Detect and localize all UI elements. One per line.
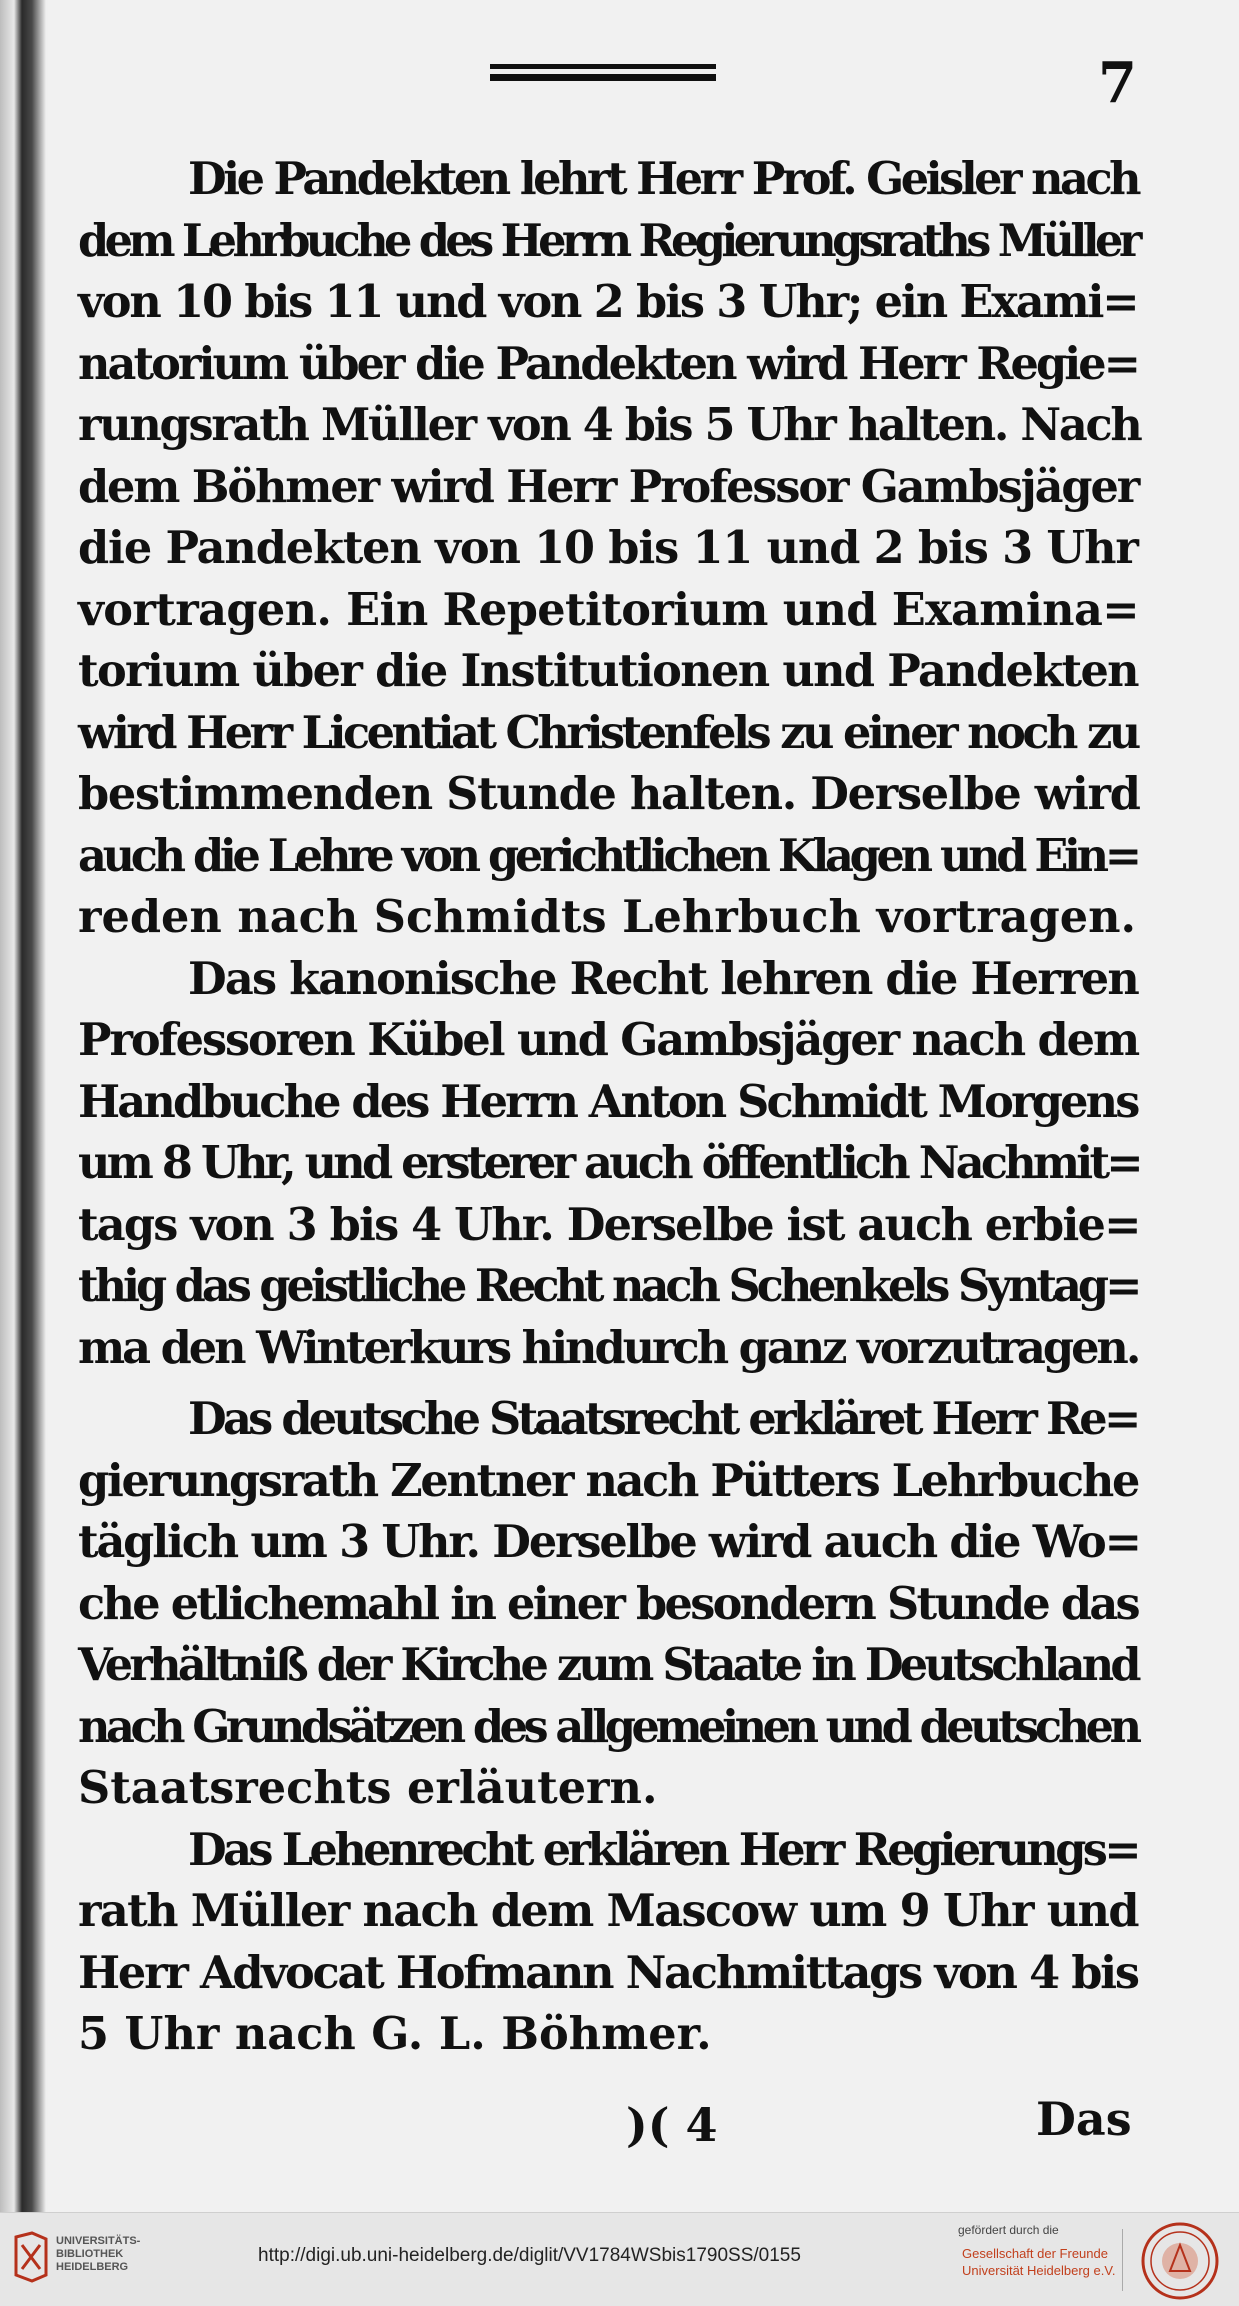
text-line: auch die Lehre von gerichtlichen Klagen und Ein= (78, 828, 1138, 882)
text-line: Professoren Kübel und Gambsjäger nach dem (78, 1013, 1139, 1066)
text-line: gierungsrath Zentner nach Pütters Lehrbuche (78, 1453, 1139, 1507)
body-text (78, 148, 1141, 2065)
text-line: um 8 Uhr, und ersterer auch öffentlich Nachmit= (78, 1136, 1140, 1189)
text-line: dem Lehrbuche des Herrn Regierungsraths Müller (78, 213, 1138, 267)
library-logo-text: UNIVERSITÄTS- BIBLIOTHEK HEIDELBERG (56, 2235, 141, 2273)
text-line: che etlichemahl in einer besondern Stunde das (78, 1576, 1138, 1630)
footer-divider (1122, 2229, 1123, 2291)
paragraph (78, 948, 1138, 1379)
header-rule (490, 64, 716, 92)
paragraph (78, 148, 1141, 948)
text-line: reden nach Schmidts Lehrbuch vortragen. (78, 890, 1137, 943)
text-line: Das deutsche Staatsrecht erkläret Herr Re= (188, 1392, 1138, 1445)
text-line: dem Böhmer wird Herr Professor Gambsjäger (78, 459, 1139, 513)
text-line: Das Lehenrecht erklären Herr Regierungs= (188, 1822, 1139, 1876)
text-line: vortragen. Ein Repetitorium und Examina= (78, 582, 1139, 636)
sponsor-name[interactable]: Gesellschaft der Freunde Universität Heidelberg e.V. (962, 2246, 1116, 2278)
binding-shadow (0, 0, 48, 2212)
text-line: bestimmenden Stunde halten. Derselbe wird (78, 767, 1140, 820)
university-seal-icon (1140, 2221, 1220, 2301)
paragraph-gap (78, 1378, 1138, 1388)
text-line: rungsrath Müller von 4 bis 5 Uhr halten. Nach (78, 398, 1141, 451)
text-line: Herr Advocat Hofmann Nachmittags von 4 bis (78, 1945, 1138, 1999)
text-line: Das kanonische Recht lehren die Herren (188, 951, 1139, 1005)
footer-bar (0, 2212, 1239, 2306)
text-line: nach Grundsätzen des allgemeinen und deutschen (78, 1699, 1138, 1753)
page-number: 7 (1098, 50, 1137, 116)
paragraph (78, 1388, 1138, 1819)
text-line: Verhältniß der Kirche zum Staate in Deutschland (78, 1638, 1138, 1691)
text-line: Die Pandekten lehrt Herr Prof. Geisler nach (188, 152, 1139, 205)
text-line: Handbuche des Herrn Anton Schmidt Morgens (78, 1074, 1138, 1128)
catchword: Das (1036, 2092, 1132, 2146)
text-line: 5 Uhr nach G. L. Böhmer. (78, 2007, 712, 2060)
text-line: natorium über die Pandekten wird Herr Regie= (78, 336, 1139, 390)
library-logo-icon (12, 2231, 50, 2283)
text-line: tags von 3 bis 4 Uhr. Derselbe ist auch erbie= (78, 1197, 1140, 1251)
text-line: Staatsrechts erläutern. (78, 1761, 658, 1814)
text-line: von 10 bis 11 und von 2 bis 3 Uhr; ein Exami= (78, 275, 1138, 328)
text-line: torium über die Institutionen und Pandekten (78, 644, 1138, 697)
text-line: ma den Winterkurs hindurch ganz vorzutragen. (78, 1320, 1139, 1374)
signature-mark: )( 4 (626, 2098, 718, 2152)
text-line: die Pandekten von 10 bis 11 und 2 bis 3 Uhr (78, 521, 1138, 574)
source-url[interactable]: http://digi.ub.uni-heidelberg.de/diglit/VV1784WSbis1790SS/0155 (258, 2245, 801, 2266)
paragraph (78, 1819, 1138, 2065)
text-line: wird Herr Licentiat Christenfels zu einer noch zu (78, 705, 1138, 759)
text-line: thig das geistliche Recht nach Schenkels Syntag= (78, 1259, 1139, 1312)
sponsor-label: gefördert durch die (958, 2223, 1059, 2237)
text-line: täglich um 3 Uhr. Derselbe wird auch die Wo= (78, 1515, 1140, 1568)
text-line: rath Müller nach dem Mascow um 9 Uhr und (78, 1884, 1138, 1937)
